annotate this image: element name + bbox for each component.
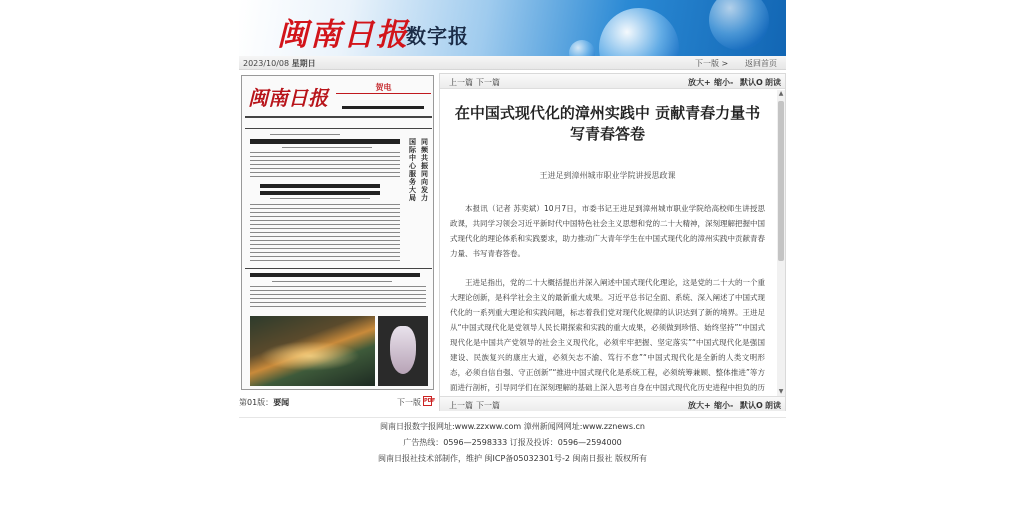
text-line (250, 298, 426, 299)
read-aloud-button[interactable]: 朗读 (765, 401, 781, 410)
page-rule (245, 116, 432, 118)
text-line (250, 160, 400, 161)
text-line (250, 240, 400, 241)
top-nav-bar (239, 56, 786, 70)
edition-label[interactable] (239, 397, 289, 408)
masthead-subtitle: 数字报 (406, 24, 469, 48)
text-line (250, 212, 400, 213)
text-line (250, 256, 400, 257)
masthead-banner (239, 0, 786, 56)
page-rule (245, 128, 432, 129)
newspaper-nameplate: 闽南日报 (248, 86, 328, 110)
text-line (250, 164, 400, 165)
page-footer (239, 419, 786, 467)
text-line (250, 204, 400, 205)
newspaper-page-image[interactable] (241, 75, 434, 390)
article-subtitle: 王进足到漳州城市职业学院讲授思政课 (539, 171, 676, 180)
article-paragraph: 本报讯（记者 苏奕斌）10月7日，市委书记王进足到漳州城市职业学院给高校师生讲授思政课，共同学习领会习近平新时代中国特色社会主义思想和党的二十大精神，深刻理解把握中国式现代化的理论体系和实践要求，助力推动广大青年学生在中国式现代化的漳州实践中贡献青春力量、书写青春答卷。 (450, 204, 765, 258)
article-body (440, 90, 777, 396)
article-paragraph: 王进足指出，党的二十大概括提出并深入阐述中国式现代化理论，这是党的二十大的一个重大理论创新，是科学社会主义的最新重大成果。习近平总书记全面、系统、深入阐述了中国式现代化的一系列重大理论和实践问题，标志着我们党对现代化规律的认识达到了新的境界。王进足从“中国式现代化是党领导人民长期探索和实践的重大成果，必须做到珍惜、始终坚持”“中国式现代化是中国共产党领导的社会主义现代化，必须牢牢把握、坚定落实”“中国式现代化是强国建设、民族复兴的康庄大道，必须矢志不渝、笃行不怠”“中国式现代化是全新的人类文明形态，必须自信自强、守正创新”“推进中国式现代化是系统工程，必须统筹兼顾、整体推进”等方面进行剖析，引导同学们在深刻理解的基础上深入思考自身在中国式现代化历史进程中担负的历 (450, 278, 765, 392)
issue-date (243, 58, 316, 69)
default-size-button[interactable]: 默认O (740, 78, 763, 87)
text-line (250, 286, 426, 287)
prev-article-link[interactable]: 上一篇 (449, 78, 473, 87)
red-banner: 贺电 (336, 82, 431, 94)
zoom-in-button[interactable]: 放大+ (688, 78, 711, 87)
footer-divider (239, 417, 786, 418)
text-line (250, 220, 400, 221)
vertical-headline: 同频共振同向发力 (421, 138, 428, 202)
headline-block (260, 184, 380, 188)
text-line (250, 152, 400, 153)
edition-footer (239, 395, 436, 408)
read-aloud-button[interactable]: 朗读 (765, 78, 781, 87)
next-article-link[interactable]: 下一篇 (476, 401, 500, 410)
masthead-logo[interactable]: 闽南日报 (277, 17, 409, 53)
scroll-up-arrow-icon[interactable]: ▲ (778, 90, 784, 97)
text-line (250, 248, 400, 249)
pdf-icon[interactable]: PDF (424, 398, 436, 404)
footer-website-line: 闽南日报数字报网址:www.zzxww.com 漳州新闻网网址:www.zznews.cn (379, 422, 646, 431)
text-line (282, 147, 372, 148)
text-line (250, 302, 426, 303)
default-size-button[interactable]: 默认O (740, 401, 763, 410)
article-title: 在中国式现代化的漳州实践中 贡献青春力量书写青春答卷 (454, 104, 761, 143)
vertical-headline: 国际中心服务大局 (409, 138, 416, 202)
footer-copyright-line: 闽南日报社技术部制作，维护 闽ICP备05032301号-2 闽南日报社 版权所有 (377, 454, 648, 463)
headline-block (260, 191, 380, 195)
text-line (250, 176, 400, 177)
home-link[interactable]: 返回首页 (745, 59, 777, 68)
text-line (250, 228, 400, 229)
text-line (250, 260, 400, 261)
text-line (250, 208, 400, 209)
scrollbar-thumb[interactable] (778, 101, 784, 261)
page-wrapper (239, 0, 786, 525)
scroll-down-arrow-icon[interactable]: ▼ (778, 388, 784, 395)
text-line (250, 306, 426, 307)
next-article-link[interactable]: 下一篇 (476, 78, 500, 87)
footer-hotline-line: 广告热线：0596—2598333 订报及投诉：0596—2594000 (403, 438, 622, 447)
headline-block (250, 273, 420, 277)
article-scrollbar[interactable] (777, 90, 785, 396)
zoom-out-button[interactable]: 缩小- (714, 78, 734, 87)
headline-block (250, 139, 400, 144)
text-line (250, 236, 400, 237)
prev-article-link[interactable]: 上一篇 (449, 401, 473, 410)
zoom-in-button[interactable]: 放大+ (688, 401, 711, 410)
text-line (272, 281, 392, 282)
text-line (250, 224, 400, 225)
weekday-text: 星期日 (291, 59, 316, 68)
page-preview-panel (239, 73, 436, 408)
text-line (250, 168, 400, 169)
text-line (270, 198, 370, 199)
news-photo-right (378, 316, 428, 386)
text-line (250, 294, 426, 295)
text-line (250, 216, 400, 217)
headline-block (342, 106, 424, 109)
text-line (250, 172, 400, 173)
page-rule (245, 268, 432, 269)
text-line (250, 156, 400, 157)
article-panel (439, 73, 786, 411)
decor-bubble (569, 40, 595, 56)
zoom-out-button[interactable]: 缩小- (714, 401, 734, 410)
date-text: 2023/10/08 (243, 59, 290, 68)
next-edition-link[interactable]: 下一版 > (695, 59, 729, 68)
text-line (250, 232, 400, 233)
news-photo (250, 316, 375, 386)
article-toolbar-top (440, 74, 785, 89)
decor-bubble (599, 8, 679, 56)
text-line (270, 134, 340, 135)
decor-bubble (709, 0, 769, 50)
edition-name: 要闻 (273, 398, 290, 407)
text-line (250, 290, 426, 291)
edition-number: 第01版： (239, 398, 274, 407)
text-line (250, 252, 400, 253)
article-toolbar-bottom (440, 396, 785, 411)
text-line (250, 244, 400, 245)
next-edition-button[interactable]: 下一版 (397, 398, 421, 407)
